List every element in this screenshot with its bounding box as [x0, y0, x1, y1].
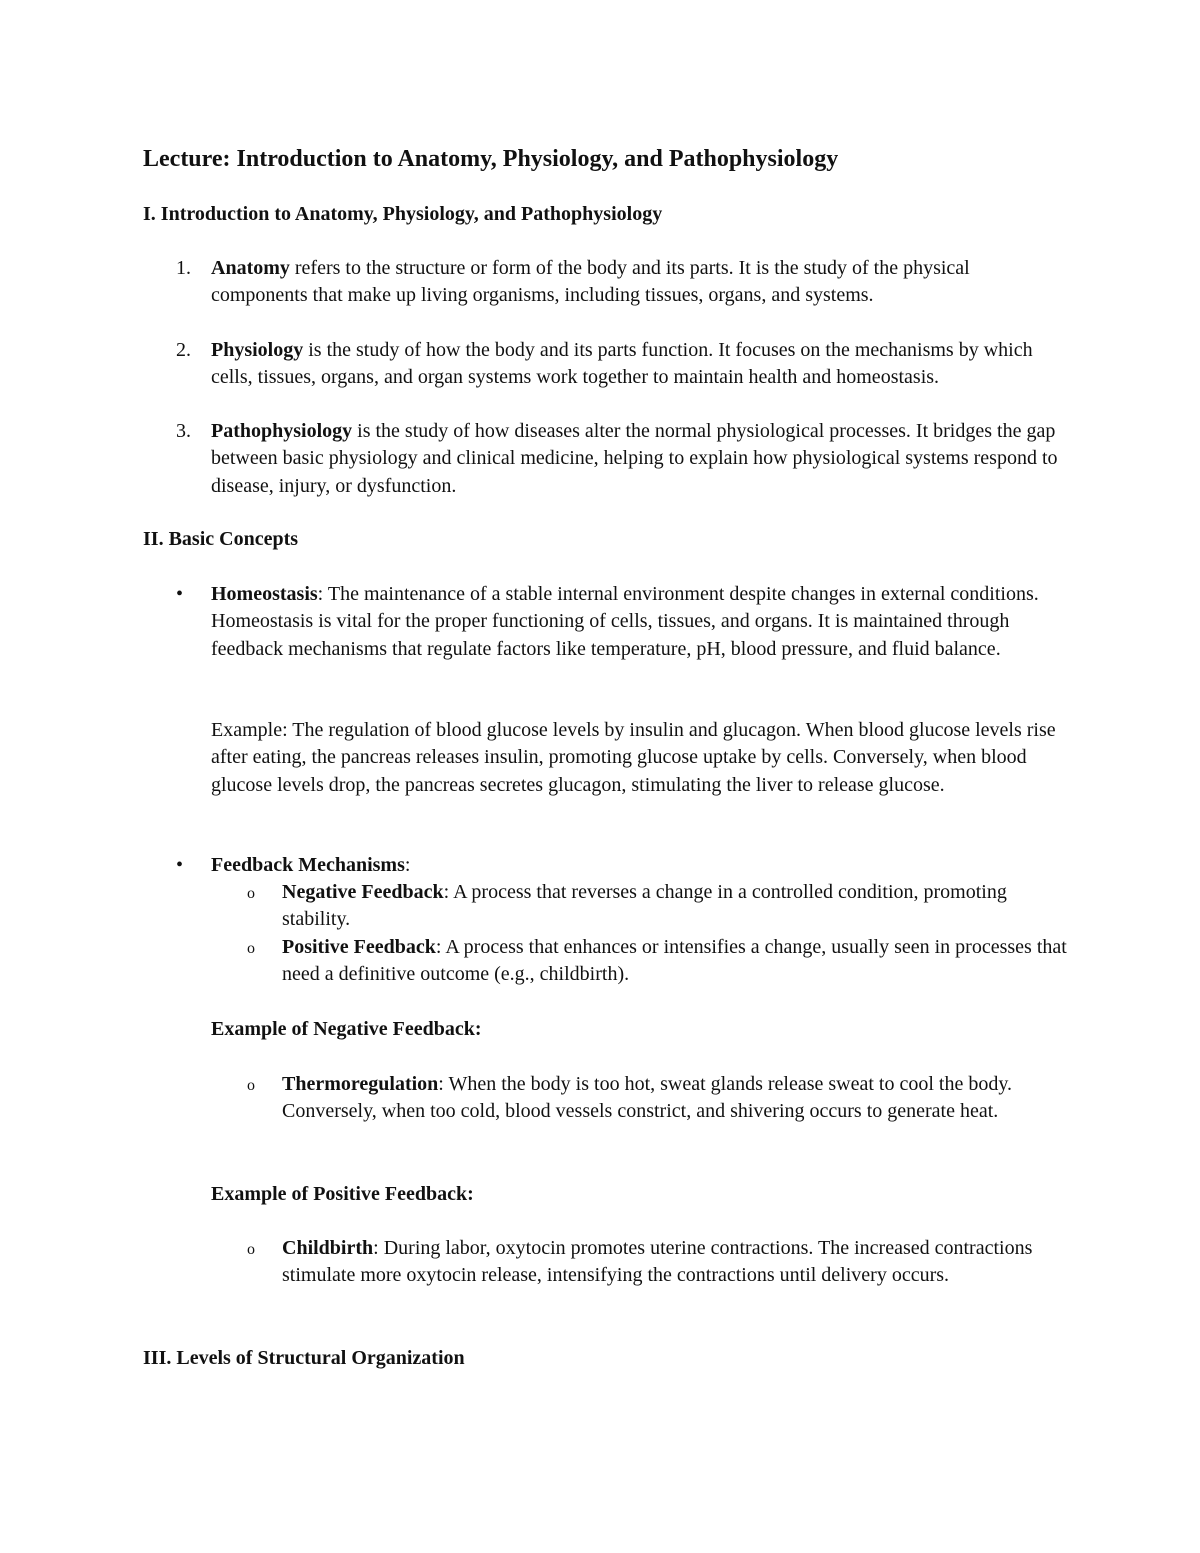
list-item-negative-feedback: Negative Feedback: A process that reverses a change in a controlled condition, promoting stability. — [282, 881, 1007, 931]
list-item-feedback-mechanisms: Feedback Mechanisms: — [211, 854, 411, 876]
section-1-heading: I. Introduction to Anatomy, Physiology, and Pathophysiology — [143, 203, 663, 225]
term-feedback-mechanisms: Feedback Mechanisms — [211, 854, 405, 876]
negative-feedback-example-heading: Example of Negative Feedback: — [211, 1018, 482, 1040]
list-item-homeostasis: Homeostasis: The maintenance of a stable internal environment despite changes in external conditions. Homeostasis is vital for the proper functioning of cells, tissues, and organs. It is maintained through feedback mechanisms that regulate factors like temperature, pH, blood pressure, and fluid balance. — [211, 583, 1039, 660]
sub-bullet-icon: o — [247, 1077, 255, 1094]
list-item-childbirth: Childbirth: During labor, oxytocin promotes uterine contractions. The increased contractions stimulate more oxytocin release, intensifying the contractions until delivery occurs. — [282, 1237, 1033, 1287]
list-item-thermoregulation: Thermoregulation: When the body is too hot, sweat glands release sweat to cool the body. Conversely, when too cold, blood vessels constrict, and shivering occurs to generate heat. — [282, 1073, 1013, 1123]
list-number: 1. — [176, 257, 191, 279]
list-item-physiology: Physiology is the study of how the body and its parts function. It focuses on the mechanisms by which cells, tissues, organs, and organ systems work together to maintain health and homeostasis. — [211, 339, 1033, 389]
page-title: Lecture: Introduction to Anatomy, Physiology, and Pathophysiology — [143, 146, 839, 172]
term-homeostasis: Homeostasis — [211, 583, 318, 605]
term-physiology: Physiology — [211, 339, 304, 361]
list-item-positive-feedback: Positive Feedback: A process that enhances or intensifies a change, usually seen in processes that need a definitive outcome (e.g., childbirth). — [282, 936, 1067, 986]
term-pathophysiology: Pathophysiology — [211, 420, 353, 442]
term-positive-feedback: Positive Feedback — [282, 936, 436, 958]
homeostasis-example: Example: The regulation of blood glucose levels by insulin and glucagon. When blood glucose levels rise after eating, the pancreas releases insulin, promoting glucose uptake by cells. Conversely, when blood glucose levels drop, the pancreas secretes glucagon, stimulating the liver to release glucose. — [211, 719, 1056, 796]
positive-feedback-example-heading: Example of Positive Feedback: — [211, 1183, 474, 1205]
term-thermoregulation: Thermoregulation — [282, 1073, 439, 1095]
section-3-heading: III. Levels of Structural Organization — [143, 1347, 465, 1369]
term-childbirth: Childbirth — [282, 1237, 374, 1259]
sub-bullet-icon: o — [247, 940, 255, 957]
section-2-heading: II. Basic Concepts — [143, 528, 299, 550]
list-number: 2. — [176, 339, 191, 361]
bullet-icon: • — [176, 583, 184, 605]
list-item-pathophysiology: Pathophysiology is the study of how diseases alter the normal physiological processes. It bridges the gap between basic physiology and clinical medicine, helping to explain how physiological systems respond to disease, injury, or dysfunction. — [211, 420, 1058, 497]
term-anatomy: Anatomy — [211, 257, 290, 279]
list-item-anatomy: Anatomy refers to the structure or form of the body and its parts. It is the study of the physical components that make up living organisms, including tissues, organs, and systems. — [211, 257, 970, 307]
sub-bullet-icon: o — [247, 1241, 255, 1258]
list-number: 3. — [176, 420, 191, 442]
term-negative-feedback: Negative Feedback — [282, 881, 444, 903]
bullet-icon: • — [176, 854, 184, 876]
sub-bullet-icon: o — [247, 885, 255, 902]
